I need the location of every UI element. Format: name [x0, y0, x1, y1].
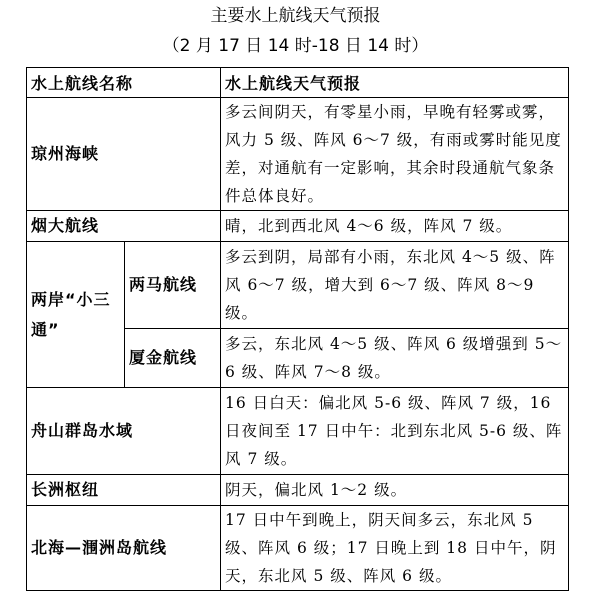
table-row — [27, 388, 569, 475]
header-route-name: 水上航线名称 — [27, 68, 221, 98]
forecast-table — [26, 67, 569, 591]
route-name: 烟大航线 — [27, 211, 221, 242]
table-row — [27, 98, 569, 211]
route-forecast: 多云，东北风 4～5 级、阵风 6 级增强到 5～6 级、阵风 7～8 级。 — [221, 329, 569, 388]
route-name: 长洲枢纽 — [27, 475, 221, 506]
route-group-name: 两岸“小三通” — [27, 242, 125, 388]
route-forecast: 多云间阴天，有零星小雨，早晚有轻雾或雾，风力 5 级、阵风 6～7 级，有雨或雾时能见度差，对通航有一定影响，其余时段通航气象条件总体良好。 — [221, 98, 569, 211]
table-header-row — [27, 68, 569, 98]
table-row — [27, 506, 569, 591]
route-forecast: 17 日中午到晚上，阴天间多云，东北风 5 级、阵风 6 级；17 日晚上到 18 日中午，阴天，东北风 5 级、阵风 6 级。 — [221, 506, 569, 591]
route-forecast: 16 日白天：偏北风 5-6 级、阵风 7 级，16 日夜间至 17 日中午：北到东北风 5-6 级、阵风 7 级。 — [221, 388, 569, 475]
page-title: 主要水上航线天气预报 — [210, 6, 381, 26]
route-forecast: 阴天，偏北风 1～2 级。 — [221, 475, 569, 506]
page-subtitle: （2 月 17 日 14 时-18 日 14 时） — [162, 36, 429, 56]
table-row — [27, 242, 569, 329]
route-name: 舟山群岛水域 — [27, 388, 221, 475]
route-name: 北海—涠洲岛航线 — [27, 506, 221, 591]
route-forecast: 晴，北到西北风 4～6 级，阵风 7 级。 — [221, 211, 569, 242]
route-forecast: 多云到阴，局部有小雨，东北风 4～5 级、阵风 6～7 级，增大到 6～7 级、阵风 8～9 级。 — [221, 242, 569, 329]
route-name: 厦金航线 — [125, 329, 221, 388]
table-row — [27, 475, 569, 506]
route-name: 两马航线 — [125, 242, 221, 329]
table-row — [27, 211, 569, 242]
header-forecast: 水上航线天气预报 — [221, 68, 569, 98]
route-name: 琼州海峡 — [27, 98, 221, 211]
